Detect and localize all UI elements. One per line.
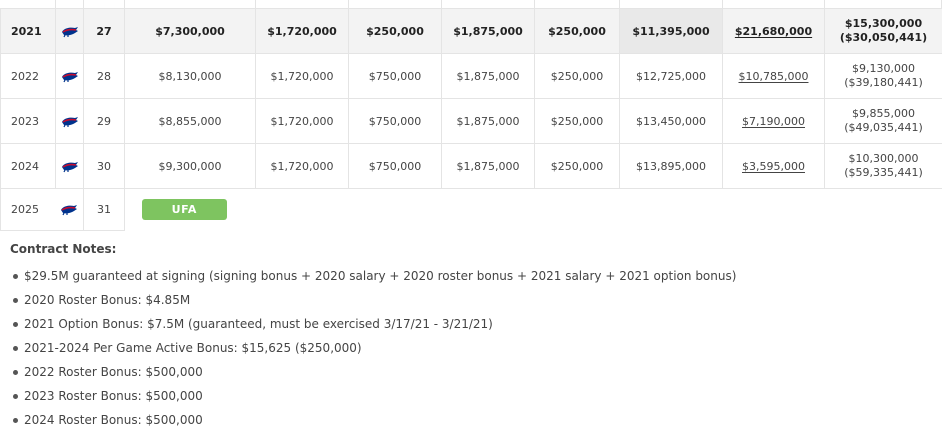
roster-bonus-cell: $750,000 [349, 144, 442, 189]
ufa-cell [125, 189, 256, 231]
base-salary-cell: $8,855,000 [125, 99, 256, 144]
dead-cap-cell[interactable] [723, 99, 825, 144]
cap-hit-cell: $13,895,000 [620, 144, 723, 189]
signing-bonus-cell: $1,720,000 [256, 9, 349, 54]
list-item: 2020 Roster Bonus: $4.85M [10, 288, 736, 312]
cap-savings-alt: ($49,035,441) [844, 121, 923, 134]
workout-bonus-cell: $250,000 [535, 54, 620, 99]
cap-savings-alt: ($39,180,441) [844, 76, 923, 89]
base-salary-cell: $9,300,000 [125, 144, 256, 189]
age-cell: 27 [84, 9, 125, 54]
year-cell: 2022 [1, 54, 56, 99]
signing-bonus-cell: $1,720,000 [256, 144, 349, 189]
list-item: 2024 Roster Bonus: $500,000 [10, 408, 736, 432]
team-logo-cell [56, 54, 84, 99]
cap-hit-cell: $12,725,000 [620, 54, 723, 99]
option-bonus-cell: $1,875,000 [442, 54, 535, 99]
dead-cap-link[interactable]: $10,785,000 [738, 69, 809, 83]
list-item: 2021 Option Bonus: $7.5M (guaranteed, must be exercised 3/17/21 - 3/21/21) [10, 312, 736, 336]
year-cell: 2023 [1, 99, 56, 144]
cap-savings-value: $10,300,000 [848, 152, 919, 165]
cap-savings-value: $9,855,000 [852, 107, 915, 120]
contract-notes-title: Contract Notes: [10, 242, 117, 256]
cap-hit-cell: $11,395,000 [620, 9, 723, 54]
signing-bonus-cell: $1,720,000 [256, 54, 349, 99]
age-cell: 29 [84, 99, 125, 144]
table-row [1, 99, 942, 144]
table-top-strip [0, 0, 942, 8]
year-cell: 2024 [1, 144, 56, 189]
team-logo-icon [61, 26, 79, 38]
dead-cap-cell[interactable] [723, 54, 825, 99]
roster-bonus-cell: $750,000 [349, 54, 442, 99]
team-logo-icon [61, 161, 79, 173]
base-salary-cell: $8,130,000 [125, 54, 256, 99]
dead-cap-cell[interactable] [723, 144, 825, 189]
cap-savings-cell [825, 144, 942, 189]
dead-cap-cell[interactable] [723, 9, 825, 54]
cap-savings-cell [825, 99, 942, 144]
dead-cap-link[interactable]: $21,680,000 [734, 24, 813, 38]
cap-savings-value: $9,130,000 [852, 62, 915, 75]
contract-notes-list [10, 264, 736, 432]
list-item: 2022 Roster Bonus: $500,000 [10, 360, 736, 384]
roster-bonus-cell: $250,000 [349, 9, 442, 54]
dead-cap-link[interactable]: $3,595,000 [742, 159, 805, 173]
workout-bonus-cell: $250,000 [535, 99, 620, 144]
cap-savings-value: $15,300,000 [844, 17, 923, 30]
cap-savings-alt: ($30,050,441) [839, 31, 928, 44]
signing-bonus-cell: $1,720,000 [256, 99, 349, 144]
contract-table [0, 8, 942, 231]
cap-savings-cell [825, 9, 942, 54]
cap-savings-cell [825, 54, 942, 99]
table-row-ufa [1, 189, 942, 231]
list-item: 2023 Roster Bonus: $500,000 [10, 384, 736, 408]
team-logo-icon [60, 204, 78, 216]
ufa-badge: UFA [142, 199, 227, 220]
year-cell: 2025 [1, 189, 56, 231]
list-item: 2021-2024 Per Game Active Bonus: $15,625 ($250,000) [10, 336, 736, 360]
dead-cap-link[interactable]: $7,190,000 [742, 114, 805, 128]
table-row [1, 54, 942, 99]
team-logo-cell [56, 144, 84, 189]
cap-hit-cell: $13,450,000 [620, 99, 723, 144]
option-bonus-cell: $1,875,000 [442, 9, 535, 54]
age-cell: 31 [84, 189, 125, 231]
age-cell: 30 [84, 144, 125, 189]
team-logo-cell [56, 189, 84, 231]
list-item: $29.5M guaranteed at signing (signing bonus + 2020 salary + 2020 roster bonus + 2021 salary + 2021 option bonus) [10, 264, 736, 288]
team-logo-cell [56, 9, 84, 54]
base-salary-cell: $7,300,000 [125, 9, 256, 54]
team-logo-cell [56, 99, 84, 144]
roster-bonus-cell: $750,000 [349, 99, 442, 144]
age-cell: 28 [84, 54, 125, 99]
workout-bonus-cell: $250,000 [535, 9, 620, 54]
year-cell: 2021 [1, 9, 56, 54]
table-row [1, 9, 942, 54]
option-bonus-cell: $1,875,000 [442, 99, 535, 144]
workout-bonus-cell: $250,000 [535, 144, 620, 189]
team-logo-icon [61, 116, 79, 128]
team-logo-icon [61, 71, 79, 83]
option-bonus-cell: $1,875,000 [442, 144, 535, 189]
table-row [1, 144, 942, 189]
cap-savings-alt: ($59,335,441) [844, 166, 923, 179]
